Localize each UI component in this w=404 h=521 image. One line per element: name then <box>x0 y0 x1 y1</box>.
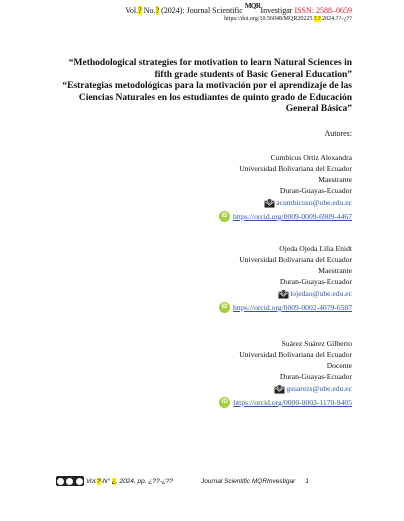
author-role: Maestrante <box>318 266 352 275</box>
author-orcid-row <box>132 397 352 408</box>
header-line <box>125 2 352 15</box>
author-role: Maestrante <box>318 175 352 184</box>
vol-prefix: Vol. <box>125 6 139 15</box>
investigar-text: Investigar <box>260 6 295 15</box>
author-orcid-link[interactable]: https://orcid.org/0000-0003-1170-9405 <box>233 398 352 407</box>
mqr-logo: MQR <box>244 2 261 10</box>
author-email-link[interactable]: acumbicuso@ube.edu.ec <box>276 198 352 207</box>
author-university: Universidad Bolivariana del Ecuador <box>239 164 352 173</box>
author-university: Universidad Bolivariana del Ecuador <box>239 350 352 359</box>
footer-citation <box>86 478 173 485</box>
author-university: Universidad Bolivariana del Ecuador <box>239 255 352 264</box>
cite-mark-2: ¿ <box>111 477 116 485</box>
page-header <box>125 2 352 23</box>
title-spanish: “Estrategias metodológicas para la motivación por el aprendizaje de las Ciencias Naturales en los estudiantes de quinto grado de Educación General Básica” <box>62 81 352 115</box>
doi-suffix: .2024.??–¿?? <box>320 16 352 22</box>
author-block <box>132 243 352 313</box>
author-name: Cumbicus Ortiz Alexandra <box>270 153 352 162</box>
author-role: Docente <box>326 361 352 370</box>
creative-commons-icon <box>56 476 84 486</box>
author-block <box>132 338 352 408</box>
author-email-link[interactable]: lojedao@ube.edu.ec <box>290 289 352 298</box>
email-icon <box>264 198 275 208</box>
author-orcid-row <box>132 211 352 222</box>
author-location: Duran-Guayas-Ecuador <box>279 186 352 195</box>
no-prefix: No. <box>141 6 156 15</box>
page-number: 1 <box>305 477 309 485</box>
title-english: “Methodological strategies for motivation to learn Natural Sciences in fifth grade students of Basic General Education” <box>68 58 352 80</box>
author-name: Ojeda Ojeda Lilia Enidt <box>279 244 352 253</box>
author-location: Duran-Guayas-Ecuador <box>279 372 352 381</box>
vol-mark: ? <box>138 6 142 15</box>
author-block <box>132 152 352 222</box>
doi-line <box>125 15 352 23</box>
orcid-icon: iD <box>219 211 230 222</box>
author-location: Duran-Guayas-Ecuador <box>279 277 352 286</box>
doi-prefix: https://doi.org/10.56048/MQR20225. <box>224 16 314 22</box>
cite-mid: -N° <box>100 477 112 485</box>
author-orcid-link[interactable]: https://orcid.org/0009-0009-6909-4467 <box>232 212 352 221</box>
year-journal: (2024): Journal Scientific <box>159 6 245 15</box>
issn: ISSN: 2588–0659 <box>294 6 352 15</box>
author-email-row <box>132 197 352 208</box>
author-email-row <box>132 383 352 394</box>
authors-label: Autores: <box>324 129 352 138</box>
author-orcid-row <box>132 302 352 313</box>
cite-mark-1: ? <box>96 477 101 485</box>
article-titles <box>52 58 352 116</box>
orcid-icon: iD <box>219 302 230 313</box>
cite-rest: , 2024, pp. ¿??-¿?? <box>115 477 173 485</box>
author-orcid-link[interactable]: https://orcid.org/0009-0002-4079-6587 <box>232 303 352 312</box>
page-footer <box>56 476 356 486</box>
doi-mark: ?.? <box>313 16 321 22</box>
author-email-link[interactable]: gsuarezs@ube.edu.ec <box>286 384 352 393</box>
no-mark: ? <box>155 6 160 15</box>
author-name: Suárez Suárez Gilberto <box>281 339 352 348</box>
cite-prefix: Vol. <box>86 477 97 485</box>
author-email-row <box>132 288 352 299</box>
email-icon <box>278 289 289 299</box>
orcid-icon: iD <box>219 397 230 408</box>
footer-journal: Journal Scientific MQRInvestigar <box>200 477 296 485</box>
email-icon <box>274 384 285 394</box>
